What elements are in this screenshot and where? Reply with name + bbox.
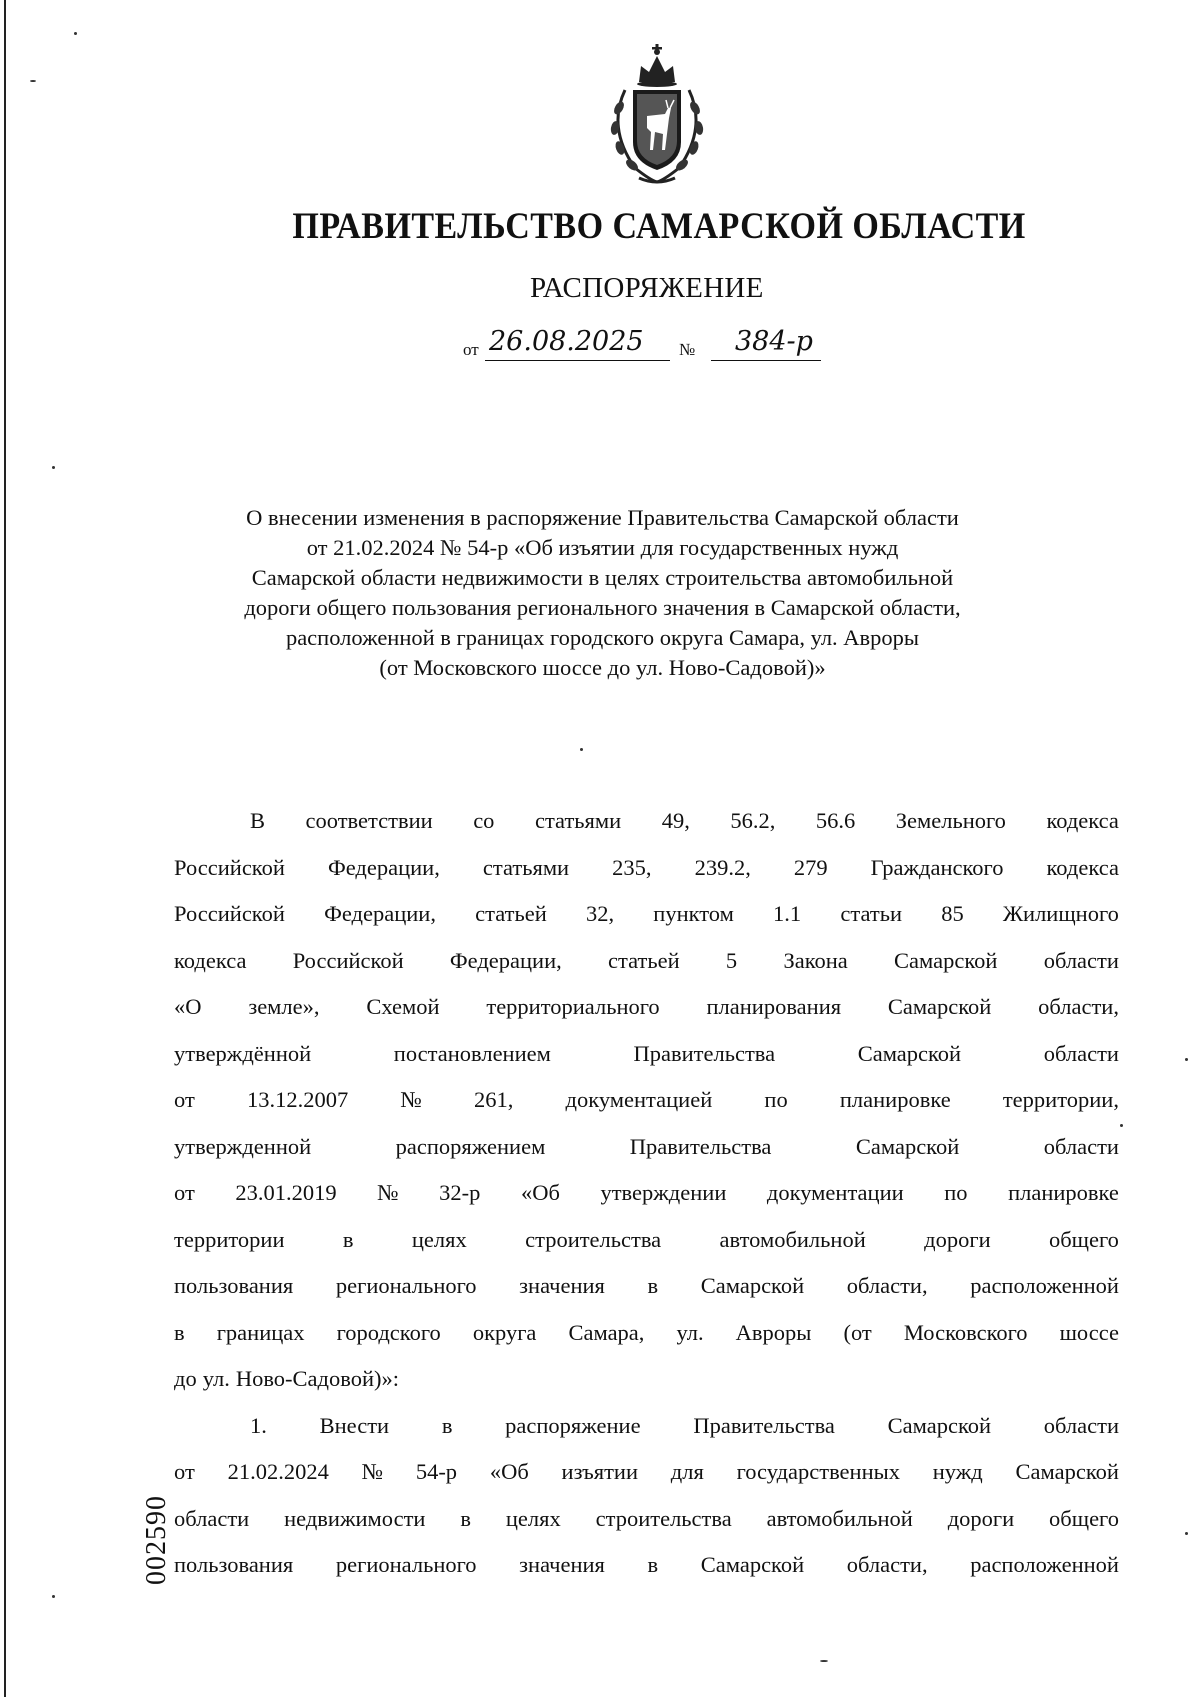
handwritten-date: 26.08.2025	[489, 326, 644, 357]
coat-of-arms-emblem	[595, 38, 720, 188]
scan-speck	[580, 748, 583, 751]
body-line: области недвижимости в целях строительства автомобильной дороги общего	[174, 1505, 1119, 1531]
date-number-line	[463, 326, 863, 366]
body-line: Российской Федерации, статьей 32, пунктом 1.1 статьи 85 Жилищного	[174, 901, 1119, 926]
body-line: территории в целях строительства автомобильной дороги общего	[174, 1226, 1119, 1252]
scan-speck	[52, 1595, 55, 1598]
subject-line: (от Московского шоссе до ул. Ново-Садовой)»	[379, 655, 826, 680]
body-line: до ул. Ново-Садовой)»:	[174, 1366, 399, 1391]
body-line: кодекса Российской Федерации, статьей 5 Закона Самарской области	[174, 947, 1119, 973]
scan-speck	[1185, 1532, 1188, 1535]
subject-line: расположенной в границах городского округа Самара, ул. Авроры	[285, 625, 920, 650]
registration-number	[137, 1470, 177, 1610]
scan-speck	[1185, 1058, 1188, 1061]
government-title: ПРАВИТЕЛЬСТВО САМАРСКОЙ ОБЛАСТИ	[292, 206, 1026, 247]
registration-number-text: 002590	[141, 1495, 172, 1585]
document-body	[174, 798, 1119, 1589]
body-line: утверждённой постановлением Правительства Самарской области	[174, 1040, 1119, 1066]
subject-line: от 21.02.2024 № 54-р «Об изъятии для государственных нужд	[306, 535, 899, 560]
page-edge-line	[4, 0, 6, 1697]
handwritten-number: 384-р	[735, 326, 813, 357]
document-subject	[130, 503, 1075, 683]
body-line: в границах городского округа Самара, ул. Авроры (от Московского шоссе	[174, 1319, 1119, 1345]
scan-speck	[52, 466, 55, 469]
date-prefix: от	[463, 340, 479, 359]
scan-speck	[30, 80, 36, 82]
subject-line: Самарской области недвижимости в целях строительства автомобильной	[251, 565, 954, 590]
body-line: В соответствии со статьями 49, 56.2, 56.6 Земельного кодекса	[250, 808, 1119, 833]
date-underline	[485, 360, 670, 361]
body-line: от 13.12.2007 № 261, документацией по планировке территории,	[174, 1087, 1119, 1112]
body-line: от 21.02.2024 № 54-р «Об изъятии для государственных нужд Самарской	[174, 1459, 1119, 1484]
number-underline	[711, 360, 821, 361]
scan-speck	[74, 32, 77, 35]
subject-line: дороги общего пользования регионального значения в Самарской области,	[244, 595, 961, 620]
number-prefix: №	[679, 340, 696, 359]
subject-line: О внесении изменения в распоряжение Правительства Самарской области	[246, 505, 959, 530]
body-line: 1. Внести в распоряжение Правительства Самарской области	[250, 1412, 1119, 1438]
body-line: пользования регионального значения в Самарской области, расположенной	[174, 1273, 1119, 1298]
scan-speck	[1120, 1124, 1123, 1127]
body-line: «О земле», Схемой территориального планирования Самарской области,	[174, 994, 1119, 1019]
document-type: РАСПОРЯЖЕНИЕ	[530, 272, 764, 304]
body-line: Российской Федерации, статьями 235, 239.2, 279 Гражданского кодекса	[174, 854, 1119, 880]
body-line: пользования регионального значения в Самарской области, расположенной	[174, 1552, 1119, 1577]
body-line: от 23.01.2019 № 32-р «Об утверждении документации по планировке	[174, 1180, 1119, 1205]
body-line: утвержденной распоряжением Правительства Самарской области	[174, 1133, 1119, 1159]
scan-speck	[820, 1660, 828, 1662]
